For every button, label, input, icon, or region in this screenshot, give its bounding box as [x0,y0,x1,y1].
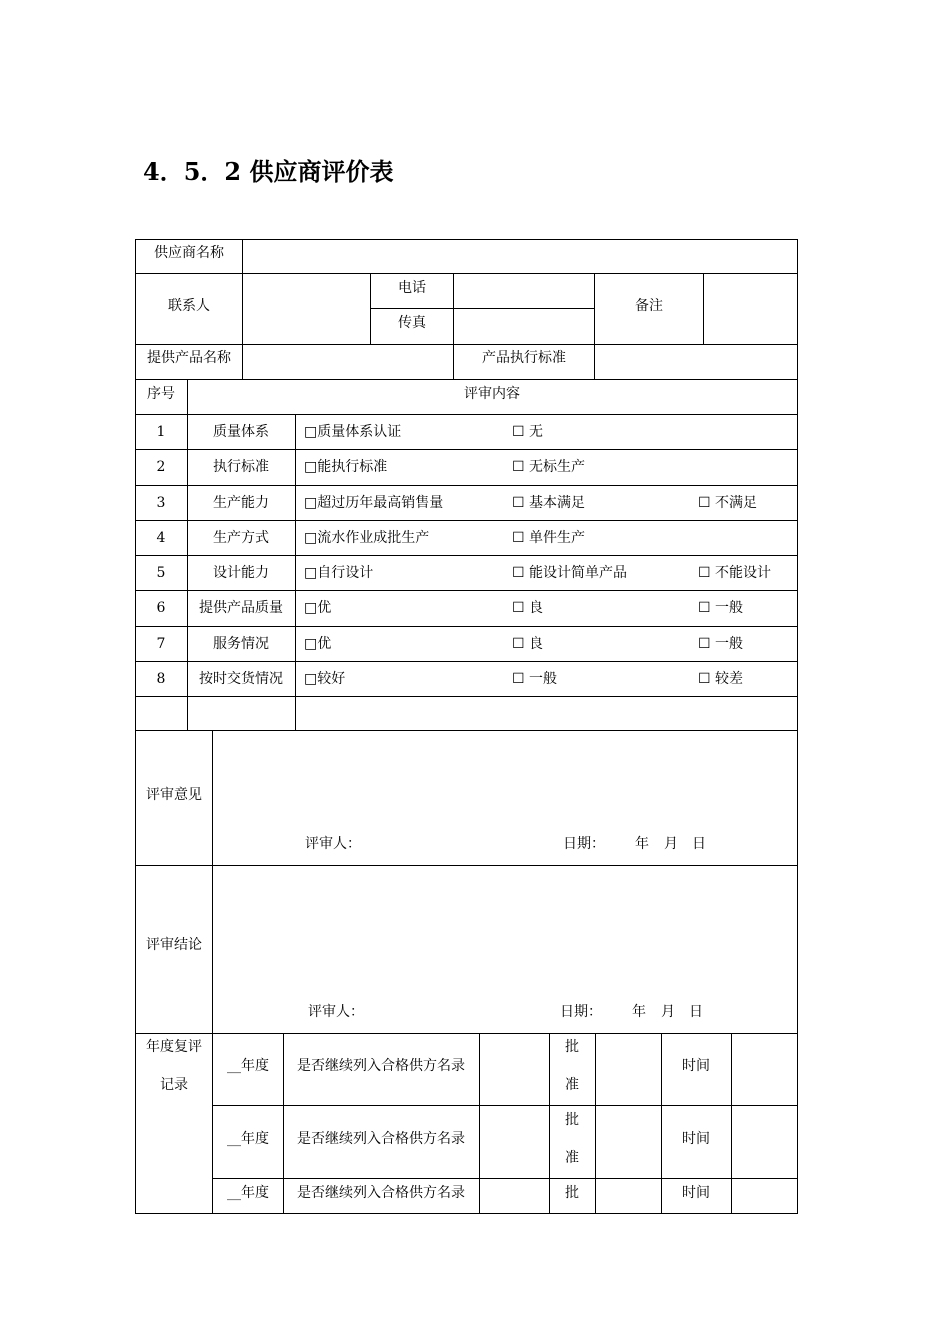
contact-label: 联系人 [168,298,210,314]
conclusion-month-label: 月 [661,1004,675,1020]
table-rule [731,1033,732,1214]
table-rule [135,485,798,486]
criteria-no: 2 [156,459,166,475]
criteria-option: ☐ 无 [512,424,544,440]
criteria-option: ☐ 不能设计 [698,565,772,581]
table-rule [370,273,371,345]
approve-label: 准 [565,1077,579,1093]
review-conclusion-label: 评审结论 [146,937,202,953]
table-rule [295,414,296,731]
time-label: 时间 [682,1058,710,1074]
table-rule [135,661,798,662]
table-rule [370,308,595,309]
opinion-year-label: 年 [635,836,649,852]
annual-year-cell: __年度 [227,1058,269,1074]
criteria-option: ☐ 一般 [698,636,744,652]
product-standard-label: 产品执行标准 [482,350,566,366]
opinion-month-label: 月 [664,836,678,852]
criteria-item: 生产能力 [213,495,269,511]
criteria-item: 质量体系 [213,424,269,440]
criteria-option: □能执行标准 [304,459,388,475]
criteria-option: □优 [304,636,332,652]
table-rule [135,239,136,1214]
criteria-item: 提供产品质量 [199,600,283,616]
table-rule [703,273,704,345]
annual-year-cell: __年度 [227,1131,269,1147]
time-label: 时间 [682,1185,710,1201]
criteria-option: ☐ 无标生产 [512,459,586,475]
table-rule [453,273,454,380]
continue-qualified-label: 是否继续列入合格供方名录 [297,1131,465,1147]
criteria-option: □超过历年最高销售量 [304,495,444,511]
table-rule [549,1033,550,1214]
table-rule [594,273,595,380]
table-rule [661,1033,662,1214]
table-rule [135,449,798,450]
remark-label: 备注 [635,298,663,314]
table-rule [135,626,798,627]
criteria-option: ☐ 单件生产 [512,530,586,546]
criteria-option: □优 [304,600,332,616]
annual-year-cell: __年度 [227,1185,269,1201]
table-rule [212,730,213,1214]
criteria-no: 3 [156,495,166,511]
table-rule [135,414,798,415]
table-rule [212,1178,798,1179]
criteria-no: 8 [156,671,166,687]
table-rule [479,1033,480,1214]
conclusion-year-label: 年 [632,1004,646,1020]
criteria-no: 6 [156,600,166,616]
opinion-day-label: 日 [692,836,706,852]
table-rule [135,344,798,345]
table-rule [135,520,798,521]
criteria-item: 服务情况 [213,636,269,652]
criteria-option: □流水作业成批生产 [304,530,430,546]
table-rule [135,555,798,556]
criteria-option: □自行设计 [304,565,374,581]
table-rule [212,1105,798,1106]
criteria-no: 1 [156,424,166,440]
approve-label: 批 [565,1112,579,1128]
opinion-reviewer-label: 评审人： [305,836,361,852]
table-rule [283,1033,284,1214]
criteria-option: ☐ 良 [512,636,544,652]
table-rule [135,239,798,240]
table-rule [135,1033,798,1034]
seq-header: 序号 [147,386,175,402]
criteria-no: 4 [156,530,166,546]
continue-qualified-label: 是否继续列入合格供方名录 [297,1185,465,1201]
approve-label: 批 [565,1185,579,1201]
annual-review-label: 记录 [160,1077,188,1093]
opinion-date-label: 日期： [563,836,605,852]
product-name-label: 提供产品名称 [147,350,231,366]
criteria-option: □较好 [304,671,346,687]
criteria-option: ☐ 能设计简单产品 [512,565,628,581]
criteria-option: ☐ 良 [512,600,544,616]
criteria-option: ☐ 基本满足 [512,495,586,511]
table-rule [797,239,798,1214]
conclusion-day-label: 日 [689,1004,703,1020]
criteria-item: 执行标准 [213,459,269,475]
annual-review-label: 年度复评 [146,1039,202,1055]
phone-label: 电话 [398,280,426,296]
table-rule [135,273,798,274]
page-title: 4．5．2 供应商评价表 [143,157,394,186]
approve-label: 批 [565,1039,579,1055]
continue-qualified-label: 是否继续列入合格供方名录 [297,1058,465,1074]
table-rule [135,379,798,380]
table-rule [242,239,243,380]
criteria-option: ☐ 一般 [512,671,558,687]
criteria-option: ☐ 一般 [698,600,744,616]
criteria-option: □质量体系认证 [304,424,402,440]
review-opinion-label: 评审意见 [146,787,202,803]
review-content-header: 评审内容 [464,386,520,402]
conclusion-date-label: 日期： [560,1004,602,1020]
criteria-option: ☐ 较差 [698,671,744,687]
criteria-item: 生产方式 [213,530,269,546]
criteria-item: 设计能力 [213,565,269,581]
table-rule [135,696,798,697]
approve-label: 准 [565,1150,579,1166]
conclusion-reviewer-label: 评审人： [308,1004,364,1020]
time-label: 时间 [682,1131,710,1147]
table-rule [135,730,798,731]
supplier-name-label: 供应商名称 [154,245,224,261]
table-rule [135,865,798,866]
table-rule [135,590,798,591]
table-rule [595,1033,596,1214]
criteria-option: ☐ 不满足 [698,495,758,511]
fax-label: 传真 [398,315,426,331]
criteria-item: 按时交货情况 [199,671,283,687]
criteria-no: 5 [156,565,166,581]
table-rule [135,1213,798,1214]
criteria-no: 7 [156,636,166,652]
